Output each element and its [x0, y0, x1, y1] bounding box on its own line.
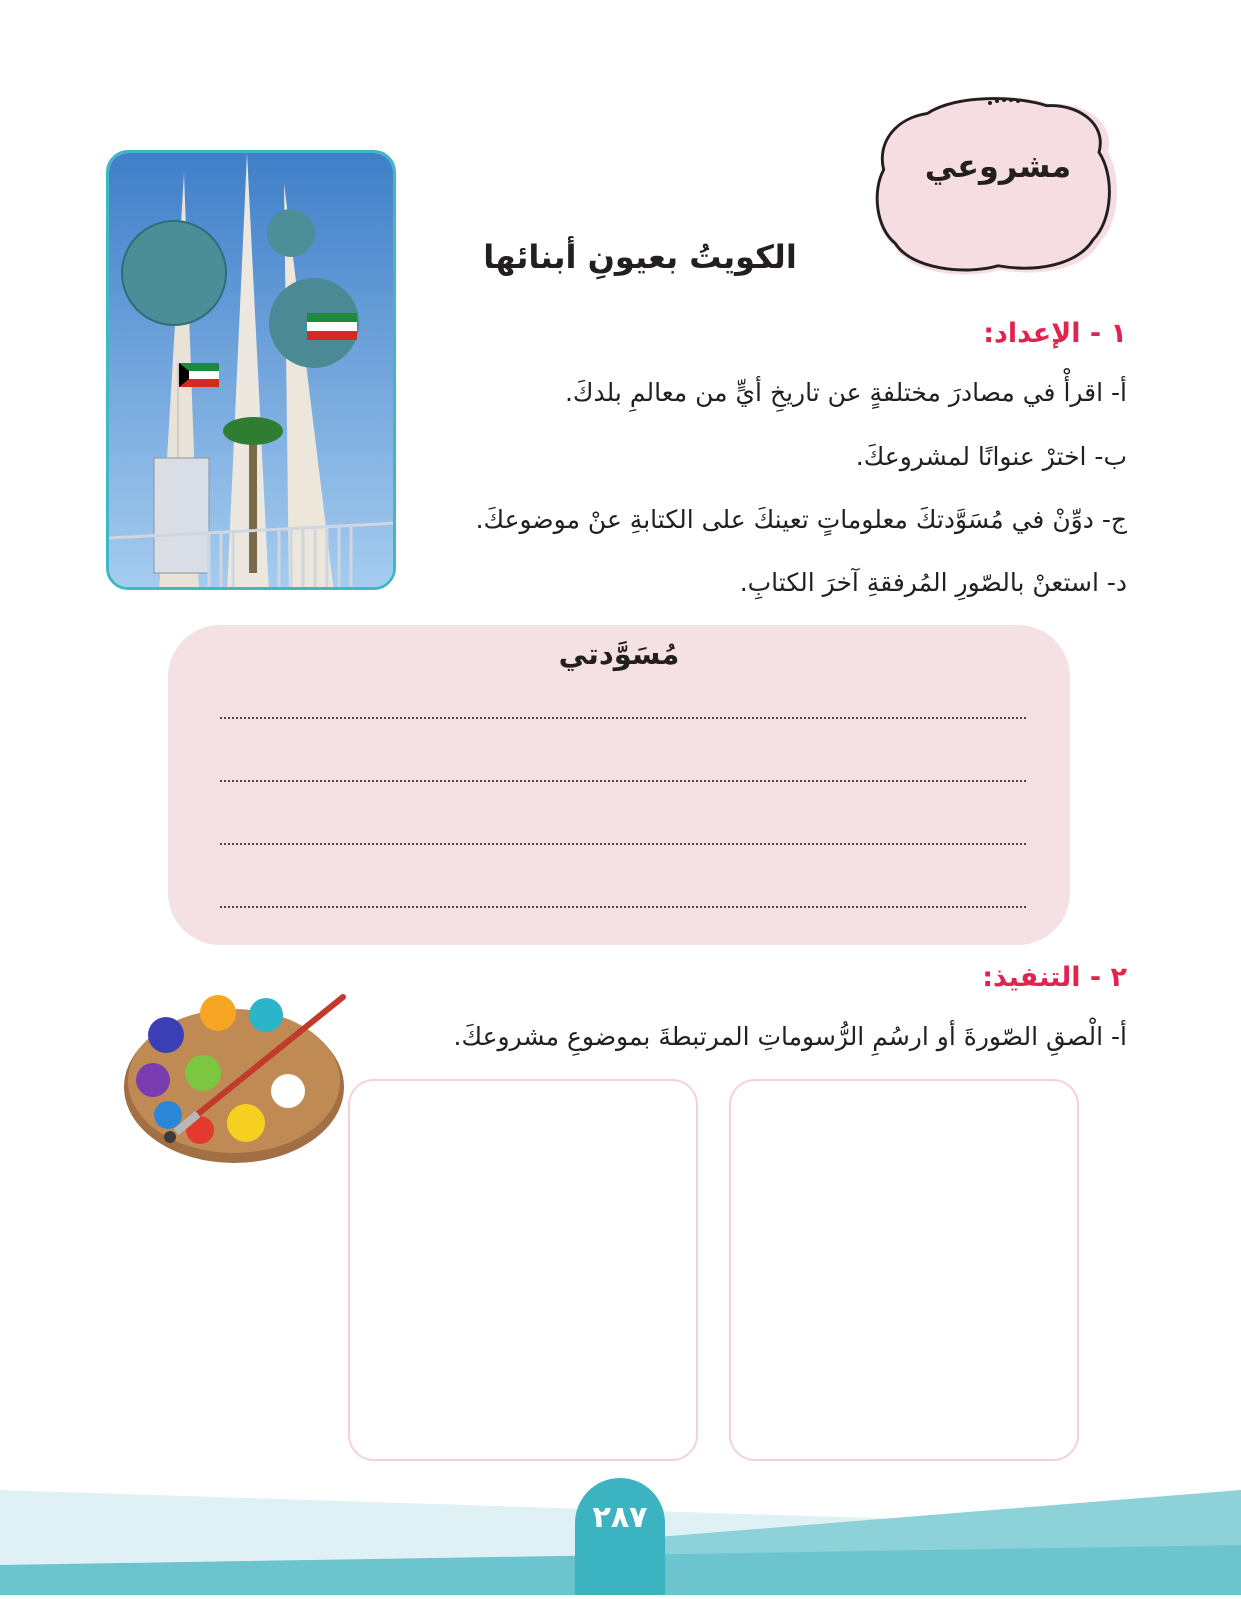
drawing-area-right[interactable]: [729, 1079, 1079, 1461]
instruction-step: د- استعنْ بالصّورِ المُرفقةِ آخرَ الكتابِ.: [739, 568, 1127, 597]
project-badge: [870, 92, 1126, 284]
instruction-step: أ- الْصقِ الصّورةَ أو ارسُمِ الرُّسوماتِ المرتبطةَ بموضوعِ مشروعكَ.: [453, 1022, 1127, 1051]
writing-line[interactable]: [220, 717, 1026, 719]
kuwait-towers-photo: [106, 150, 396, 590]
writing-line[interactable]: [220, 843, 1026, 845]
drawing-area-left[interactable]: [348, 1079, 698, 1461]
instruction-step: أ- اقرأْ في مصادرَ مختلفةٍ عن تاريخِ أيٍّ من معالمِ بلدكَ.: [564, 378, 1127, 407]
section-heading-execution: ٢ - التنفيذ:: [982, 962, 1127, 993]
draft-title: مُسَوَّدتي: [558, 637, 680, 671]
writing-line[interactable]: [220, 780, 1026, 782]
page-number-tab: [575, 1478, 665, 1595]
writing-line[interactable]: [220, 906, 1026, 908]
paint-palette-icon: [118, 975, 350, 1170]
draft-box: [168, 625, 1070, 945]
instruction-step: ج- دوِّنْ في مُسَوَّدتكَ معلوماتٍ تعينكَ على الكتابةِ عنْ موضوعكَ.: [475, 505, 1127, 534]
cloud-shape: [870, 92, 1126, 284]
section-heading-preparation: ١ - الإعداد:: [983, 318, 1127, 349]
kuwait-towers-illustration: [109, 153, 396, 590]
page-number: ٢٨٧: [592, 1500, 648, 1535]
instruction-step: ب- اخترْ عنوانًا لمشروعكَ.: [855, 442, 1127, 471]
badge-label: مشروعي: [924, 147, 1072, 185]
page-title: الكويتُ بعيونِ أبنائها: [483, 238, 797, 276]
